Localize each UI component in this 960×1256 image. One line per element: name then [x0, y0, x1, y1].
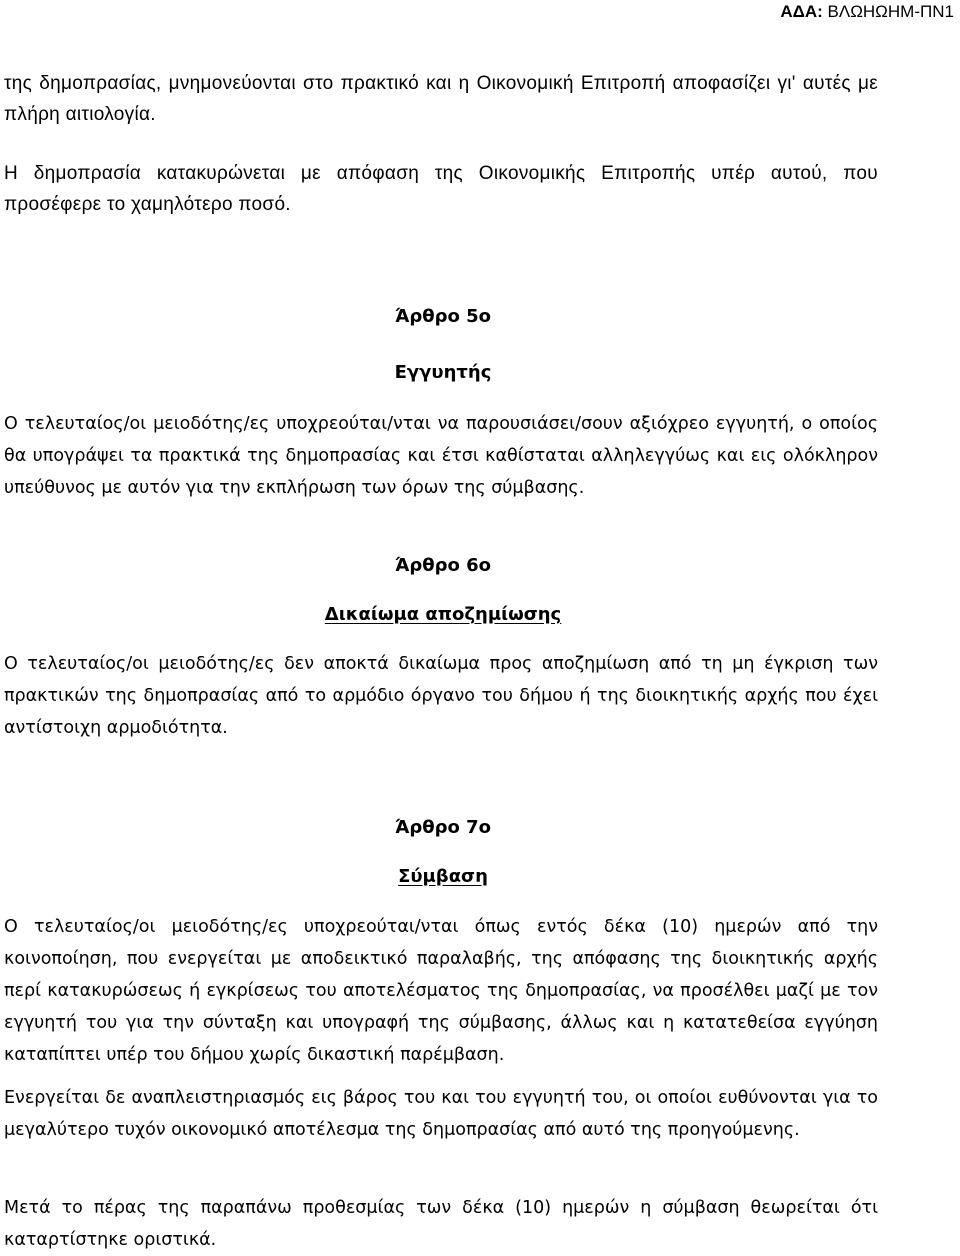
article-7-body-2: Ενεργείται δε αναπλειστηριασμός εις βάρος του και του εγγυητή του, οι οποίοι ευθύνονται για το μεγαλύτερο τυχόν οικονομικό αποτέλεσμα της δημοπρασίας από αυτό της προηγούμενης. [4, 1088, 878, 1140]
article-6-number: Άρθρο 6ο [394, 555, 491, 576]
article-5-number: Άρθρο 5ο [394, 306, 491, 327]
ada-code: ΒΛΩΗΩΗΜ-ΠΝ1 [827, 2, 954, 21]
ada-label: ΑΔΑ: [780, 2, 823, 21]
intro-paragraph-1: της δημοπρασίας, μνημονεύονται στο πρακτικό και η Οικονομική Επιτροπή αποφασίζει γι' αυτές με πλήρη αιτιολογία. [4, 73, 878, 125]
document-id-header [780, 2, 954, 22]
article-7-number: Άρθρο 7ο [394, 817, 491, 838]
article-7-body-3: Μετά το πέρας της παραπάνω προθεσμίας των δέκα (10) ημερών η σύμβαση θεωρείται ότι καταρτίστηκε οριστικά. [4, 1198, 878, 1250]
article-5-title: Εγγυητής [394, 362, 492, 383]
article-7-title: Σύμβαση [398, 866, 488, 887]
article-6-body: Ο τελευταίος/οι μειοδότης/ες δεν αποκτά δικαίωμα προς αποζημίωση από τη μη έγκριση των πρακτικών της δημοπρασίας από το αρμόδιο όργανο του δήμου ή της διοικητικής αρχής που έχει αντίστοιχη αρμοδιότητα. [4, 654, 878, 738]
article-5-body: Ο τελευταίος/οι μειοδότης/ες υποχρεούται/νται να παρουσιάσει/σουν αξιόχρεο εγγυητή, ο οποίος θα υπογράψει τα πρακτικά της δημοπρασίας και έτσι καθίσταται αλληλεγγύως και εις ολόκληρον υπεύθυνος με αυτόν για την εκπλήρωση των όρων της σύμβασης. [4, 414, 878, 498]
article-7-body-1: Ο τελευταίος/οι μειοδότης/ες υποχρεούται/νται όπως εντός δέκα (10) ημερών από την κοινοποίηση, που ενεργείται με αποδεικτικό παραλαβής, της απόφασης της διοικητικής αρχής περί κατακυρώσεως ή εγκρίσεως του αποτελέσματος της δημοπρασίας, να προσέλθει μαζί με τον εγγυητή του για την σύνταξη και υπογραφή της σύμβασης, άλλως και η κατατεθείσα εγγύηση καταπίπτει υπέρ του δήμου χωρίς δικαστική παρέμβαση. [4, 917, 878, 1065]
intro-paragraph-2: Η δημοπρασία κατακυρώνεται με απόφαση της Οικονομικής Επιτροπής υπέρ αυτού, που προσέφερε το χαμηλότερο ποσό. [4, 163, 878, 215]
article-6-title: Δικαίωμα αποζημίωσης [324, 604, 562, 625]
